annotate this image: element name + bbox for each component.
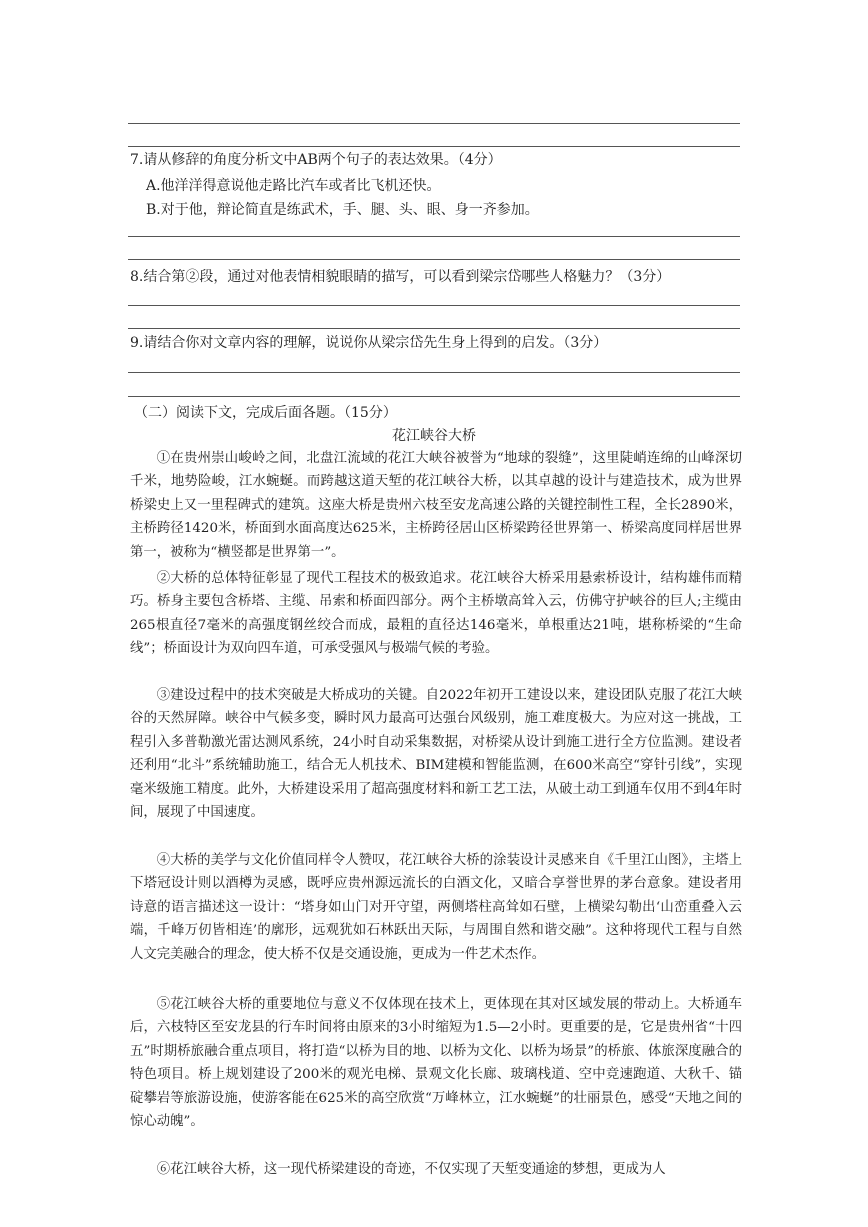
article-paragraph-6: ⑥花江峡谷大桥，这一现代桥梁建设的奇迹，不仅实现了天堑变通途的梦想，更成为人 [156,1162,666,1177]
question-9-prompt: 9.请结合你对文章内容的理解，说说你从梁宗岱先生身上得到的启发。（3分） [130,335,608,351]
question-8-prompt: 8.结合第②段，通过对他表情相貌眼睛的描写，可以看到梁宗岱哪些人格魅力？（3分） [130,269,671,285]
answer-line [128,123,740,124]
answer-line [128,236,740,237]
answer-line [128,372,740,373]
answer-line [128,328,740,329]
question-7-option-b: B.对于他，辩论简直是练武术，手、腿、头、眼、身一齐参加。 [146,202,539,218]
answer-line [128,259,740,260]
answer-line [128,146,740,147]
article-paragraph-3: ③建设过程中的技术突破是大桥成功的关键。自2022年初开工建设以来，建设团队克服了花江大峡谷的天然屏障。峡谷中气候多变，瞬时风力最高可达强台风级别，施工难度极大。为应对这一挑战，工程引入多普勒激光雷达测风系统，24小时自动采集数据，对桥梁从设计到施工进行全方位监测。建设者还利用“北斗”系统辅助施工，结合无人机技术、BIM建模和智能监测，在600米高空“穿针引线”，实现毫米级施工精度。此外，大桥建设采用了超高强度材料和新工艺工法，从破土动工到通车仅用不到4年时间，展现了中国速度。 [130,688,742,821]
section-heading: （二）阅读下文，完成后面各题。（15分） [134,405,397,421]
article-title: 花江峡谷大桥 [392,428,476,444]
article-paragraph-5: ⑤花江峡谷大桥的重要地位与意义不仅体现在技术上，更体现在其对区域发展的带动上。大桥通车后，六枝特区至安龙县的行车时间将由原来的3小时缩短为1.5—2小时。更重要的是，它是贵州省“十四五”时期桥旅融合重点项目，将打造“以桥为目的地、以桥为文化、以桥为场景”的桥旅、体旅深度融合的特色项目。桥上规划建设了200米的观光电梯、景观文化长廊、玻璃栈道、空中竞速跑道、大秋千、锚碇攀岩等旅游设施，使游客能在625米的高空欣赏“万峰林立，江水蜿蜒”的壮丽景色，感受“天地之间的惊心动魄”。 [130,997,742,1130]
article-paragraph-1: ①在贵州崇山峻岭之间，北盘江流域的花江大峡谷被誉为“地球的裂缝”，这里陡峭连绵的山峰深切千米，地势险峻，江水蜿蜒。而跨越这道天堑的花江峡谷大桥，以其卓越的设计与建造技术，成为世界桥梁史上又一里程碑式的建筑。这座大桥是贵州六枝至安龙高速公路的关键控制性工程，全长2890米，主桥跨径1420米，桥面到水面高度达625米，主桥跨径居山区桥梁跨径世界第一、桥梁高度同样居世界第一，被称为“横竖都是世界第一”。 [130,451,742,560]
answer-line [128,305,740,306]
question-7-option-a: A.他洋洋得意说他走路比汽车或者比飞机还快。 [146,178,441,194]
article-paragraph-4: ④大桥的美学与文化价值同样令人赞叹，花江峡谷大桥的涂装设计灵感来自《千里江山图》，主塔上下塔冠设计则以酒樽为灵感，既呼应贵州源远流长的白酒文化，又暗合享誉世界的茅台意象。建设者用诗意的语言描述这一设计：“塔身如山门对开守望，两侧塔柱高耸如石壁，上横梁勾勒出‘山峦重叠入云端，千峰万仞皆相连’的廓形，远观犹如石林跃出天际，与周围自然和谐交融”。这种将现代工程与自然人文完美融合的理念，使大桥不仅是交通设施，更成为一件艺术杰作。 [130,853,742,962]
article-paragraph-2: ②大桥的总体特征彰显了现代工程技术的极致追求。花江峡谷大桥采用悬索桥设计，结构雄伟而精巧。桥身主要包含桥塔、主缆、吊索和桥面四部分。两个主桥墩高耸入云，仿佛守护峡谷的巨人;主缆由265根直径7毫米的高强度钢丝绞合而成，最粗的直径达146毫米，单根重达21吨，堪称桥梁的“生命线”；桥面设计为双向四车道，可承受强风与极端气候的考验。 [130,571,742,657]
question-7-prompt: 7.请从修辞的角度分析文中AB两个句子的表达效果。（4分） [130,152,502,168]
answer-line [128,396,740,397]
